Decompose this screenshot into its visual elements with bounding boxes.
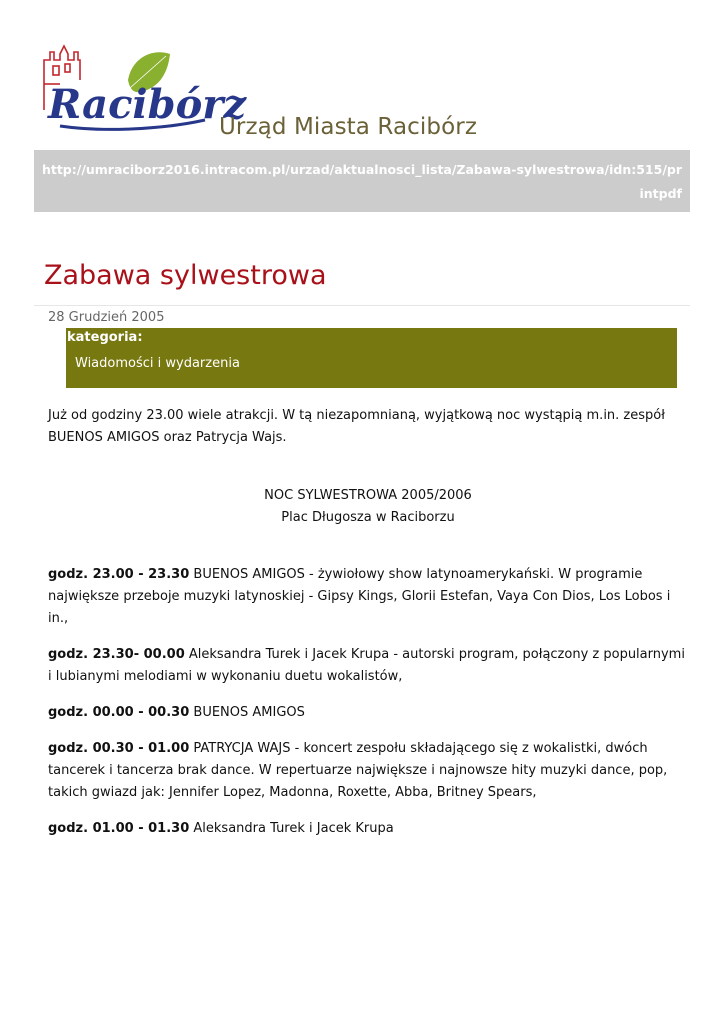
schedule-time: godz. 00.30 - 01.00	[48, 741, 190, 756]
schedule-item	[48, 818, 688, 840]
schedule-item	[48, 564, 688, 630]
schedule-item	[48, 644, 688, 688]
schedule-text: PATRYCJA WAJS - koncert zespołu składającego się z wokalistki, dwóch tancerek i tancerza brak dance. W repertuarze największe i najnowsze hity muzyki dance, pop, takich gwiazd jak: Jennifer Lopez, Madonna, Roxette, Abba, Britney Spears,	[48, 741, 668, 800]
title-divider	[34, 305, 690, 306]
print-url-bar[interactable]: http://umraciborz2016.intracom.pl/urzad/aktualnosci_lista/Zabawa-sylwestrowa/idn:515/printpdf	[34, 150, 690, 212]
schedule-time: godz. 23.30- 00.00	[48, 647, 185, 662]
schedule-time: godz. 01.00 - 01.30	[48, 821, 190, 836]
article-date: 28 Grudzień 2005	[48, 310, 165, 325]
site-title: Urząd Miasta Racibórz	[219, 114, 478, 140]
schedule-time: godz. 00.00 - 00.30	[48, 705, 190, 720]
event-heading	[48, 485, 688, 529]
schedule-text: BUENOS AMIGOS	[189, 705, 305, 720]
category-link[interactable]: Wiadomości i wydarzenia	[75, 356, 240, 371]
article-title: Zabawa sylwestrowa	[44, 260, 327, 291]
event-place: Plac Długosza w Raciborzu	[281, 510, 455, 525]
article-intro: Już od godziny 23.00 wiele atrakcji. W tą niezapomnianą, wyjątkową noc wystąpią m.in. zespół BUENOS AMIGOS oraz Patrycja Wajs.	[48, 408, 665, 445]
schedule-time: godz. 23.00 - 23.30	[48, 567, 190, 582]
schedule-item	[48, 702, 688, 724]
category-box	[66, 328, 677, 388]
schedule-item	[48, 738, 688, 804]
event-name: NOC SYLWESTROWA 2005/2006	[264, 488, 472, 503]
raciborz-logo-graphic	[40, 40, 247, 135]
raciborz-logo	[40, 40, 247, 135]
category-label: kategoria:	[67, 330, 143, 345]
schedule-text: Aleksandra Turek i Jacek Krupa - autorski program, połączony z popularnymi i lubianymi melodiami w wykonaniu duetu wokalistów,	[48, 647, 685, 684]
article-body	[48, 405, 688, 854]
schedule-text: BUENOS AMIGOS - żywiołowy show latynoamerykański. W programie największe przeboje muzyki latynoskiej - Gipsy Kings, Glorii Estefan, Vaya Con Dios, Los Lobos i in.,	[48, 567, 671, 626]
schedule-text: Aleksandra Turek i Jacek Krupa	[189, 821, 394, 836]
svg-text:Racibórz: Racibórz	[48, 81, 247, 128]
